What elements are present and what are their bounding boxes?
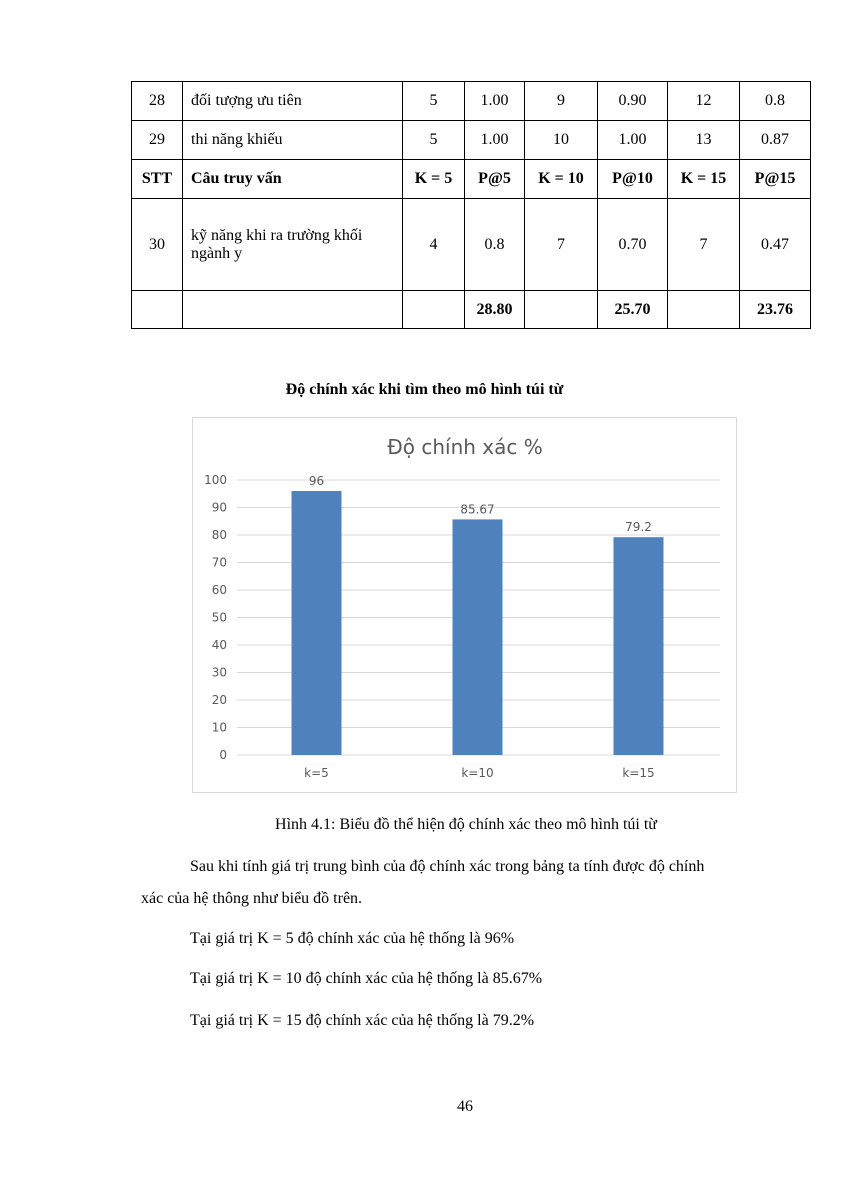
chart-title: Độ chính xác % bbox=[387, 435, 543, 459]
cell-query: kỹ năng khi ra trường khối ngành y bbox=[183, 199, 403, 291]
y-tick-label: 10 bbox=[211, 720, 227, 735]
y-tick-label: 40 bbox=[211, 638, 227, 652]
y-tick-label: 70 bbox=[211, 555, 227, 570]
chart-heading: Độ chính xác khi tìm theo mô hình túi từ bbox=[285, 381, 564, 398]
cell-p15: 0.47 bbox=[740, 199, 811, 291]
header-p5: P@5 bbox=[465, 160, 525, 199]
bar bbox=[292, 491, 342, 755]
x-tick-label: k=5 bbox=[304, 766, 329, 780]
chart-frame bbox=[192, 417, 737, 793]
cell-empty bbox=[525, 291, 598, 329]
cell-empty bbox=[403, 291, 465, 329]
data-label: 79.2 bbox=[625, 520, 652, 535]
cell-p15: 0.8 bbox=[740, 82, 811, 121]
y-tick-label: 0 bbox=[219, 748, 227, 762]
cell-p5: 1.00 bbox=[465, 82, 525, 121]
y-tick-label: 90 bbox=[211, 500, 227, 515]
header-stt: STT bbox=[132, 160, 183, 199]
cell-p10: 1.00 bbox=[598, 121, 668, 160]
paragraph: Tại giá trị K = 15 độ chính xác của hệ thống là 79.2% bbox=[190, 1012, 535, 1029]
cell-p15: 0.87 bbox=[740, 121, 811, 160]
bar bbox=[453, 519, 503, 755]
cell-query: thi năng khiếu bbox=[183, 121, 403, 160]
paragraph-line: xác của hệ thông như biểu đồ trên. bbox=[141, 890, 363, 907]
page-number: 46 bbox=[457, 1098, 473, 1115]
table-header-row bbox=[132, 160, 811, 199]
cell-k15: 13 bbox=[668, 121, 740, 160]
y-tick-label: 100 bbox=[204, 473, 227, 487]
cell-p10: 0.70 bbox=[598, 199, 668, 291]
paragraph: Tại giá trị K = 5 độ chính xác của hệ thống là 96% bbox=[190, 930, 515, 947]
bar-chart bbox=[193, 418, 738, 794]
table-row bbox=[132, 199, 811, 291]
x-tick-label: k=15 bbox=[622, 766, 655, 780]
total-p15: 23.76 bbox=[740, 291, 811, 329]
results-table bbox=[131, 81, 811, 329]
figure-caption: Hình 4.1: Biểu đồ thể hiện độ chính xác theo mô hình túi từ bbox=[275, 816, 657, 833]
data-label: 85.67 bbox=[460, 502, 495, 517]
cell-k5: 5 bbox=[403, 82, 465, 121]
x-tick-label: k=10 bbox=[461, 766, 494, 780]
cell-empty bbox=[132, 291, 183, 329]
cell-p10: 0.90 bbox=[598, 82, 668, 121]
y-tick-label: 30 bbox=[211, 665, 227, 680]
cell-k10: 7 bbox=[525, 199, 598, 291]
header-k10: K = 10 bbox=[525, 160, 598, 199]
cell-stt: 28 bbox=[132, 82, 183, 121]
cell-empty bbox=[183, 291, 403, 329]
header-k15: K = 15 bbox=[668, 160, 740, 199]
y-tick-label: 20 bbox=[211, 693, 227, 707]
paragraph-line: Sau khi tính giá trị trung bình của độ chính xác trong bảng ta tính được độ chính bbox=[190, 858, 705, 875]
bar bbox=[614, 537, 664, 755]
table-row bbox=[132, 82, 811, 121]
y-tick-label: 80 bbox=[211, 528, 227, 542]
header-p15: P@15 bbox=[740, 160, 811, 199]
header-query: Câu truy vấn bbox=[183, 160, 403, 199]
cell-k5: 4 bbox=[403, 199, 465, 291]
cell-query: đối tượng ưu tiên bbox=[183, 82, 403, 121]
header-k5: K = 5 bbox=[403, 160, 465, 199]
cell-empty bbox=[668, 291, 740, 329]
header-p10: P@10 bbox=[598, 160, 668, 199]
cell-k15: 12 bbox=[668, 82, 740, 121]
cell-p5: 1.00 bbox=[465, 121, 525, 160]
cell-stt: 30 bbox=[132, 199, 183, 291]
paragraph: Tại giá trị K = 10 độ chính xác của hệ thống là 85.67% bbox=[190, 970, 543, 987]
total-p10: 25.70 bbox=[598, 291, 668, 329]
table-row bbox=[132, 121, 811, 160]
data-label: 96 bbox=[308, 474, 325, 488]
table-totals-row bbox=[132, 291, 811, 329]
y-tick-label: 60 bbox=[211, 583, 227, 597]
cell-k15: 7 bbox=[668, 199, 740, 291]
cell-p5: 0.8 bbox=[465, 199, 525, 291]
cell-stt: 29 bbox=[132, 121, 183, 160]
cell-k10: 10 bbox=[525, 121, 598, 160]
cell-k10: 9 bbox=[525, 82, 598, 121]
total-p5: 28.80 bbox=[465, 291, 525, 329]
y-tick-label: 50 bbox=[211, 610, 227, 625]
cell-k5: 5 bbox=[403, 121, 465, 160]
